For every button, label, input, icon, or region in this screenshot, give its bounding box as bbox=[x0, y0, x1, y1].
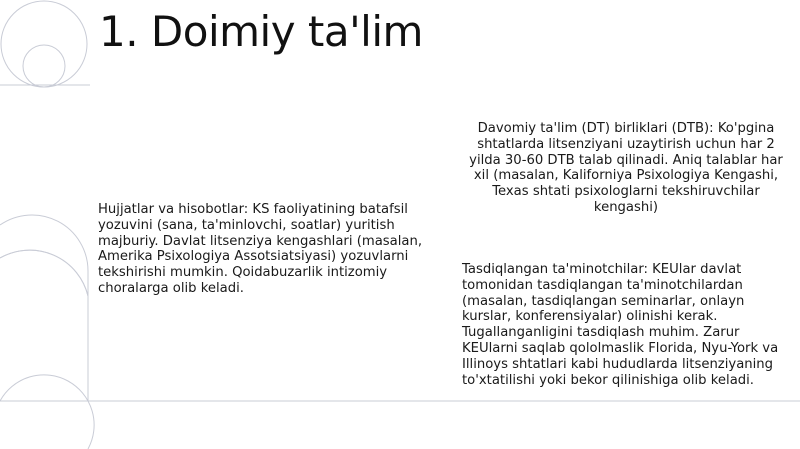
documentation-text-block: Hujjatlar va hisobotlar: KS faoliyatining batafsil yozuvini (sana, ta'minlovchi, soatlar) yuritish majburiy. Davlat litsenziya kengashlari (masalan, Amerika Psixologiya Assotsiatsiyasi) yozuvlarni tekshirishi mumkin. Qoidabuzarlik intizomiy choralarga olib keladi. bbox=[98, 202, 423, 296]
ce-units-text-block: Davomiy ta'lim (DT) birliklari (DTB): Ko'pgina shtatlarda litsenziyani uzaytirish uchun har 2 yilda 30-60 DTB talab qilinadi. Aniq talablar har xil (masalan, Kaliforniya Psixologiya Kengashi, Texas shtati psixologlarni tekshiruvchilar kengashi) bbox=[469, 121, 783, 215]
page-title: 1. Doimiy ta'lim bbox=[99, 7, 423, 56]
small-circle-outline bbox=[23, 45, 65, 87]
bottom-arch-outline bbox=[0, 375, 94, 449]
approved-providers-text-block: Tasdiqlangan ta'minotchilar: KEUlar davlat tomonidan tasdiqlangan ta'minotchilardan (masalan, tasdiqlangan seminarlar, onlayn kurslar, konferensiyalar) olinishi kerak. Tugallanganligini tasdiqlash muhim. Zarur KEUlarni saqlab qololmaslik Florida, Nyu-York va Illinoys shtatlari kabi hududlarda litsenziyaning to'xtatilishi yoki bekor qilinishiga olib keladi. bbox=[462, 262, 779, 388]
lower-arch-outline bbox=[0, 250, 88, 401]
upper-arch-outline bbox=[0, 215, 88, 296]
large-circle-outline bbox=[1, 1, 87, 87]
